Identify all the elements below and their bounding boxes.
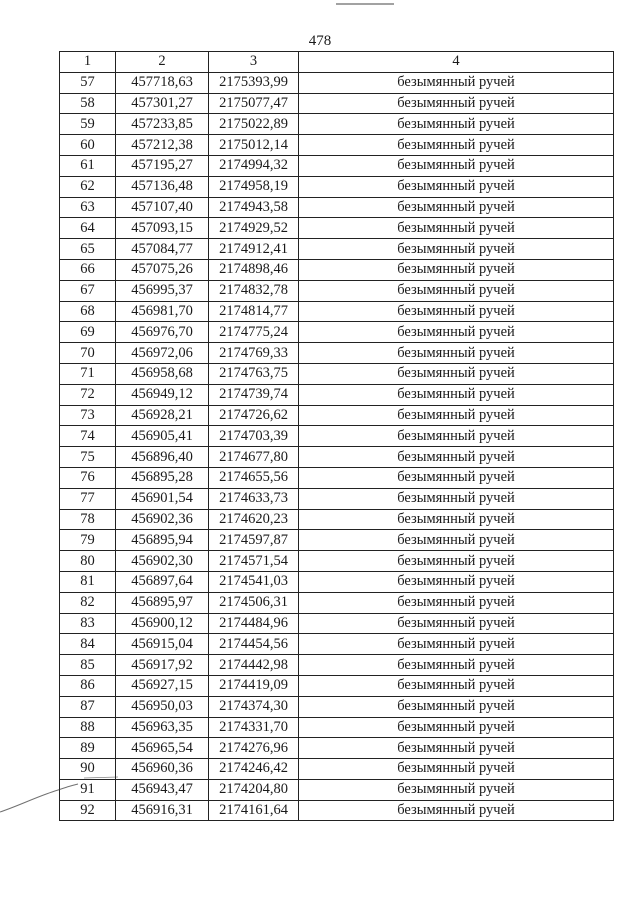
table-row: [60, 363, 614, 384]
table-row: [60, 779, 614, 800]
table-row: [60, 571, 614, 592]
description-cell: безымянный ручей: [299, 592, 614, 613]
table-row: [60, 592, 614, 613]
y-coordinate-cell: 2174484,96: [209, 613, 299, 634]
header-col-1: 1: [60, 52, 116, 73]
table-row: [60, 176, 614, 197]
x-coordinate-cell: 457212,38: [116, 135, 209, 156]
x-coordinate-cell: 456976,70: [116, 322, 209, 343]
y-coordinate-cell: 2174929,52: [209, 218, 299, 239]
table-header-row: [60, 52, 614, 73]
x-coordinate-cell: 456965,54: [116, 738, 209, 759]
description-cell: безымянный ручей: [299, 759, 614, 780]
top-scan-mark: [336, 3, 394, 5]
table-body: [60, 72, 614, 821]
table-row: [60, 447, 614, 468]
table-row: [60, 322, 614, 343]
point-number-cell: 92: [60, 800, 116, 821]
point-number-cell: 67: [60, 280, 116, 301]
y-coordinate-cell: 2174726,62: [209, 405, 299, 426]
y-coordinate-cell: 2174442,98: [209, 655, 299, 676]
y-coordinate-cell: 2174597,87: [209, 530, 299, 551]
point-number-cell: 62: [60, 176, 116, 197]
y-coordinate-cell: 2174655,56: [209, 467, 299, 488]
description-cell: безымянный ручей: [299, 551, 614, 572]
x-coordinate-cell: 456916,31: [116, 800, 209, 821]
description-cell: безымянный ручей: [299, 738, 614, 759]
table-row: [60, 675, 614, 696]
x-coordinate-cell: 456958,68: [116, 363, 209, 384]
table-row: [60, 551, 614, 572]
table-row: [60, 114, 614, 135]
y-coordinate-cell: 2174331,70: [209, 717, 299, 738]
y-coordinate-cell: 2174204,80: [209, 779, 299, 800]
point-number-cell: 85: [60, 655, 116, 676]
table-row: [60, 405, 614, 426]
description-cell: безымянный ручей: [299, 488, 614, 509]
description-cell: безымянный ручей: [299, 135, 614, 156]
x-coordinate-cell: 456972,06: [116, 343, 209, 364]
y-coordinate-cell: 2174814,77: [209, 301, 299, 322]
y-coordinate-cell: 2174763,75: [209, 363, 299, 384]
point-number-cell: 76: [60, 467, 116, 488]
table-row: [60, 655, 614, 676]
y-coordinate-cell: 2175077,47: [209, 93, 299, 114]
table-row: [60, 634, 614, 655]
page-number: 478: [308, 33, 332, 49]
y-coordinate-cell: 2174454,56: [209, 634, 299, 655]
point-number-cell: 90: [60, 759, 116, 780]
point-number-cell: 89: [60, 738, 116, 759]
point-number-cell: 71: [60, 363, 116, 384]
description-cell: безымянный ручей: [299, 155, 614, 176]
description-cell: безымянный ручей: [299, 675, 614, 696]
table-row: [60, 800, 614, 821]
x-coordinate-cell: 456928,21: [116, 405, 209, 426]
x-coordinate-cell: 456949,12: [116, 384, 209, 405]
description-cell: безымянный ручей: [299, 322, 614, 343]
description-cell: безымянный ручей: [299, 655, 614, 676]
y-coordinate-cell: 2175393,99: [209, 72, 299, 93]
table-row: [60, 759, 614, 780]
description-cell: безымянный ручей: [299, 363, 614, 384]
point-number-cell: 74: [60, 426, 116, 447]
x-coordinate-cell: 456895,28: [116, 467, 209, 488]
y-coordinate-cell: 2174506,31: [209, 592, 299, 613]
y-coordinate-cell: 2174246,42: [209, 759, 299, 780]
point-number-cell: 75: [60, 447, 116, 468]
table-row: [60, 259, 614, 280]
header-col-2: 2: [116, 52, 209, 73]
y-coordinate-cell: 2174703,39: [209, 426, 299, 447]
x-coordinate-cell: 457195,27: [116, 155, 209, 176]
point-number-cell: 87: [60, 696, 116, 717]
x-coordinate-cell: 456895,97: [116, 592, 209, 613]
table-row: [60, 280, 614, 301]
x-coordinate-cell: 456960,36: [116, 759, 209, 780]
table-row: [60, 426, 614, 447]
y-coordinate-cell: 2174898,46: [209, 259, 299, 280]
x-coordinate-cell: 456963,35: [116, 717, 209, 738]
description-cell: безымянный ручей: [299, 571, 614, 592]
x-coordinate-cell: 456950,03: [116, 696, 209, 717]
table-row: [60, 613, 614, 634]
table-row: [60, 696, 614, 717]
description-cell: безымянный ручей: [299, 779, 614, 800]
table-row: [60, 488, 614, 509]
table-row: [60, 509, 614, 530]
point-number-cell: 64: [60, 218, 116, 239]
y-coordinate-cell: 2174832,78: [209, 280, 299, 301]
x-coordinate-cell: 457233,85: [116, 114, 209, 135]
description-cell: безымянный ручей: [299, 72, 614, 93]
description-cell: безымянный ручей: [299, 405, 614, 426]
point-number-cell: 70: [60, 343, 116, 364]
y-coordinate-cell: 2174958,19: [209, 176, 299, 197]
description-cell: безымянный ручей: [299, 343, 614, 364]
point-number-cell: 91: [60, 779, 116, 800]
point-number-cell: 66: [60, 259, 116, 280]
table-row: [60, 72, 614, 93]
table-row: [60, 155, 614, 176]
x-coordinate-cell: 456901,54: [116, 488, 209, 509]
x-coordinate-cell: 456895,94: [116, 530, 209, 551]
y-coordinate-cell: 2174374,30: [209, 696, 299, 717]
description-cell: безымянный ручей: [299, 114, 614, 135]
description-cell: безымянный ручей: [299, 696, 614, 717]
x-coordinate-cell: 456902,36: [116, 509, 209, 530]
point-number-cell: 63: [60, 197, 116, 218]
y-coordinate-cell: 2174419,09: [209, 675, 299, 696]
table-row: [60, 239, 614, 260]
y-coordinate-cell: 2174161,64: [209, 800, 299, 821]
point-number-cell: 77: [60, 488, 116, 509]
y-coordinate-cell: 2174739,74: [209, 384, 299, 405]
x-coordinate-cell: 457136,48: [116, 176, 209, 197]
point-number-cell: 58: [60, 93, 116, 114]
table-row: [60, 218, 614, 239]
y-coordinate-cell: 2174994,32: [209, 155, 299, 176]
y-coordinate-cell: 2174276,96: [209, 738, 299, 759]
y-coordinate-cell: 2175012,14: [209, 135, 299, 156]
point-number-cell: 69: [60, 322, 116, 343]
description-cell: безымянный ручей: [299, 447, 614, 468]
x-coordinate-cell: 457075,26: [116, 259, 209, 280]
x-coordinate-cell: 457084,77: [116, 239, 209, 260]
table-row: [60, 93, 614, 114]
x-coordinate-cell: 456927,15: [116, 675, 209, 696]
x-coordinate-cell: 457301,27: [116, 93, 209, 114]
header-col-4: 4: [299, 52, 614, 73]
table-row: [60, 384, 614, 405]
point-number-cell: 86: [60, 675, 116, 696]
coordinates-table: [59, 51, 614, 821]
table-row: [60, 301, 614, 322]
description-cell: безымянный ручей: [299, 197, 614, 218]
x-coordinate-cell: 456981,70: [116, 301, 209, 322]
description-cell: безымянный ручей: [299, 634, 614, 655]
y-coordinate-cell: 2174775,24: [209, 322, 299, 343]
description-cell: безымянный ручей: [299, 467, 614, 488]
x-coordinate-cell: 456943,47: [116, 779, 209, 800]
y-coordinate-cell: 2174769,33: [209, 343, 299, 364]
x-coordinate-cell: 457718,63: [116, 72, 209, 93]
x-coordinate-cell: 456896,40: [116, 447, 209, 468]
table-row: [60, 530, 614, 551]
y-coordinate-cell: 2174541,03: [209, 571, 299, 592]
table-row: [60, 717, 614, 738]
point-number-cell: 81: [60, 571, 116, 592]
point-number-cell: 72: [60, 384, 116, 405]
description-cell: безымянный ручей: [299, 218, 614, 239]
description-cell: безымянный ручей: [299, 93, 614, 114]
description-cell: безымянный ручей: [299, 280, 614, 301]
description-cell: безымянный ручей: [299, 613, 614, 634]
description-cell: безымянный ручей: [299, 717, 614, 738]
x-coordinate-cell: 457093,15: [116, 218, 209, 239]
description-cell: безымянный ручей: [299, 176, 614, 197]
description-cell: безымянный ручей: [299, 239, 614, 260]
y-coordinate-cell: 2174571,54: [209, 551, 299, 572]
description-cell: безымянный ручей: [299, 426, 614, 447]
y-coordinate-cell: 2174912,41: [209, 239, 299, 260]
description-cell: безымянный ручей: [299, 530, 614, 551]
table-row: [60, 738, 614, 759]
x-coordinate-cell: 456902,30: [116, 551, 209, 572]
point-number-cell: 84: [60, 634, 116, 655]
y-coordinate-cell: 2174943,58: [209, 197, 299, 218]
x-coordinate-cell: 456917,92: [116, 655, 209, 676]
x-coordinate-cell: 456915,04: [116, 634, 209, 655]
point-number-cell: 61: [60, 155, 116, 176]
description-cell: безымянный ручей: [299, 509, 614, 530]
point-number-cell: 88: [60, 717, 116, 738]
point-number-cell: 73: [60, 405, 116, 426]
point-number-cell: 83: [60, 613, 116, 634]
point-number-cell: 60: [60, 135, 116, 156]
point-number-cell: 78: [60, 509, 116, 530]
point-number-cell: 80: [60, 551, 116, 572]
table-row: [60, 343, 614, 364]
x-coordinate-cell: 456905,41: [116, 426, 209, 447]
x-coordinate-cell: 456995,37: [116, 280, 209, 301]
y-coordinate-cell: 2174620,23: [209, 509, 299, 530]
description-cell: безымянный ручей: [299, 301, 614, 322]
x-coordinate-cell: 457107,40: [116, 197, 209, 218]
y-coordinate-cell: 2174633,73: [209, 488, 299, 509]
point-number-cell: 59: [60, 114, 116, 135]
point-number-cell: 68: [60, 301, 116, 322]
table-row: [60, 467, 614, 488]
table-row: [60, 135, 614, 156]
point-number-cell: 79: [60, 530, 116, 551]
y-coordinate-cell: 2175022,89: [209, 114, 299, 135]
description-cell: безымянный ручей: [299, 800, 614, 821]
x-coordinate-cell: 456900,12: [116, 613, 209, 634]
y-coordinate-cell: 2174677,80: [209, 447, 299, 468]
x-coordinate-cell: 456897,64: [116, 571, 209, 592]
header-col-3: 3: [209, 52, 299, 73]
point-number-cell: 65: [60, 239, 116, 260]
description-cell: безымянный ручей: [299, 259, 614, 280]
point-number-cell: 82: [60, 592, 116, 613]
point-number-cell: 57: [60, 72, 116, 93]
table-row: [60, 197, 614, 218]
description-cell: безымянный ручей: [299, 384, 614, 405]
